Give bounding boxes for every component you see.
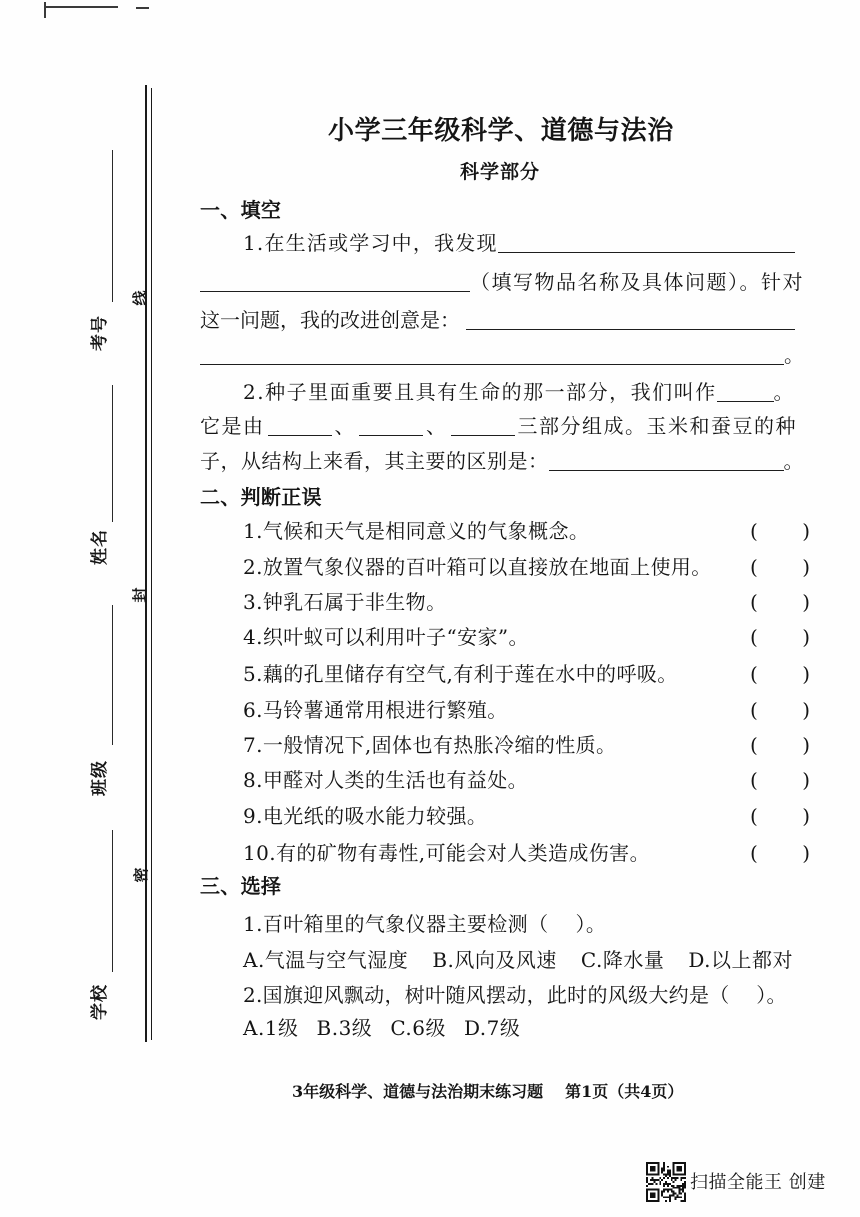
choice-question-stem: 2.国旗迎风飘动，树叶随风摆动，此时的风级大约是（ ）。 bbox=[243, 983, 787, 1007]
fill-q2-text: 三部分组成。玉米和蚕豆的种 bbox=[517, 414, 797, 438]
fill-q1-text: 这一问题，我的改进创意是： bbox=[200, 308, 460, 332]
fill-q2-text: 子，从结构上来看，其主要的区别是： bbox=[200, 449, 549, 473]
choice-option: C.6级 bbox=[390, 1016, 446, 1040]
answer-blank bbox=[717, 381, 774, 402]
tf-answer-bracket: ( ) bbox=[750, 555, 811, 579]
answer-blank bbox=[466, 309, 795, 330]
page-title: 小学三年级科学、道德与法治 bbox=[328, 116, 674, 146]
watermark-text: 扫描全能王 创建 bbox=[690, 1172, 826, 1193]
answer-blank bbox=[200, 271, 470, 292]
choice-option: C.降水量 bbox=[580, 948, 665, 972]
tf-item: 3.钟乳石属于非生物。 bbox=[243, 590, 447, 614]
tf-answer-bracket: ( ) bbox=[750, 698, 811, 722]
scan-edge-mark bbox=[44, 2, 46, 18]
fill-q2-separator: 、 bbox=[426, 414, 448, 438]
choice-option: B.3级 bbox=[316, 1016, 373, 1040]
seal-mark-seal: 封 bbox=[131, 587, 149, 603]
tf-answer-bracket: ( ) bbox=[750, 841, 811, 865]
exam-number-line bbox=[112, 150, 113, 302]
fill-q2-end: 。 bbox=[783, 449, 804, 473]
qr-code-icon bbox=[646, 1162, 686, 1202]
tf-answer-bracket: ( ) bbox=[750, 662, 811, 686]
fill-q2-line2 bbox=[200, 412, 804, 440]
page-subtitle: 科学部分 bbox=[460, 161, 541, 183]
fill-q1-end: 。 bbox=[784, 343, 804, 367]
choice-option: B.风向及风速 bbox=[432, 948, 557, 972]
section-heading-fill-blank: 一、填空 bbox=[200, 198, 282, 222]
choice-options bbox=[243, 946, 793, 974]
fill-q2-line1 bbox=[243, 378, 795, 406]
fill-q1-line4 bbox=[200, 341, 804, 369]
tf-answer-bracket: ( ) bbox=[750, 768, 811, 792]
section-heading-true-false: 二、判断正误 bbox=[200, 485, 322, 509]
fill-q2-line3 bbox=[200, 447, 804, 475]
tf-item: 5.藕的孔里储存有空气,有利于莲在水中的呼吸。 bbox=[243, 662, 678, 686]
section-heading-choice: 三、选择 bbox=[200, 874, 282, 898]
choice-question-stem: 1.百叶箱里的气象仪器主要检测（ ）。 bbox=[243, 912, 607, 936]
tf-item: 6.马铃薯通常用根进行繁殖。 bbox=[243, 698, 508, 722]
tf-item: 2.放置气象仪器的百叶箱可以直接放在地面上使用。 bbox=[243, 555, 712, 579]
name-label: 姓名 bbox=[90, 529, 110, 565]
answer-blank bbox=[200, 344, 784, 365]
tf-answer-bracket: ( ) bbox=[750, 590, 811, 614]
fill-q1-line3 bbox=[200, 306, 795, 334]
fill-q2-text: 2.种子里面重要且具有生命的那一部分，我们叫作 bbox=[243, 380, 717, 404]
tf-answer-bracket: ( ) bbox=[750, 733, 811, 757]
choice-option: A.1级 bbox=[243, 1016, 299, 1040]
class-label: 班级 bbox=[90, 760, 110, 796]
scan-edge-mark bbox=[44, 6, 118, 8]
binding-double-line-outer bbox=[145, 85, 147, 1042]
tf-answer-bracket: ( ) bbox=[750, 804, 811, 828]
seal-mark-secret: 密 bbox=[132, 867, 150, 883]
seal-mark-line: 线 bbox=[131, 290, 149, 306]
tf-item: 1.气候和天气是相同意义的气象概念。 bbox=[243, 519, 590, 543]
fill-q2-separator: 、 bbox=[334, 414, 356, 438]
binding-double-line-inner bbox=[151, 88, 152, 1040]
footer-page-number: 第1页（共4页） bbox=[565, 1082, 684, 1101]
tf-item: 9.电光纸的吸水能力较强。 bbox=[243, 804, 488, 828]
name-line bbox=[112, 385, 113, 522]
footer-exam-name: 3年级科学、道德与法治期末练习题 bbox=[292, 1082, 544, 1101]
fill-q1-hint: （填写物品名称及具体问题）。针对 bbox=[470, 270, 804, 294]
school-line bbox=[112, 830, 113, 972]
answer-blank bbox=[451, 415, 515, 436]
answer-blank bbox=[498, 232, 795, 253]
fill-q2-end: 。 bbox=[773, 380, 795, 404]
choice-option: D.以上都对 bbox=[688, 948, 794, 972]
choice-options bbox=[243, 1014, 520, 1042]
fill-q1-line2 bbox=[200, 268, 804, 296]
tf-answer-bracket: ( ) bbox=[750, 519, 811, 543]
class-line bbox=[112, 605, 113, 745]
tf-answer-bracket: ( ) bbox=[750, 625, 811, 649]
choice-option: D.7级 bbox=[463, 1016, 521, 1040]
answer-blank bbox=[549, 450, 784, 471]
fill-q1-text: 1.在生活或学习中，我发现 bbox=[243, 231, 498, 255]
choice-option: A.气温与空气湿度 bbox=[243, 948, 409, 972]
tf-item: 7.一般情况下,固体也有热胀冷缩的性质。 bbox=[243, 733, 617, 757]
school-label: 学校 bbox=[90, 984, 110, 1020]
exam-number-label: 考号 bbox=[90, 315, 110, 351]
page-footer bbox=[292, 1080, 683, 1104]
answer-blank bbox=[268, 415, 332, 436]
fill-q1-line1 bbox=[243, 229, 795, 257]
answer-blank bbox=[359, 415, 423, 436]
scan-edge-mark bbox=[136, 7, 149, 9]
fill-q2-text: 它是由 bbox=[200, 414, 265, 438]
tf-item: 8.甲醛对人类的生活也有益处。 bbox=[243, 768, 529, 792]
tf-item: 4.织叶蚁可以利用叶子“安家”。 bbox=[243, 625, 529, 649]
tf-item: 10.有的矿物有毒性,可能会对人类造成伤害。 bbox=[243, 841, 650, 865]
